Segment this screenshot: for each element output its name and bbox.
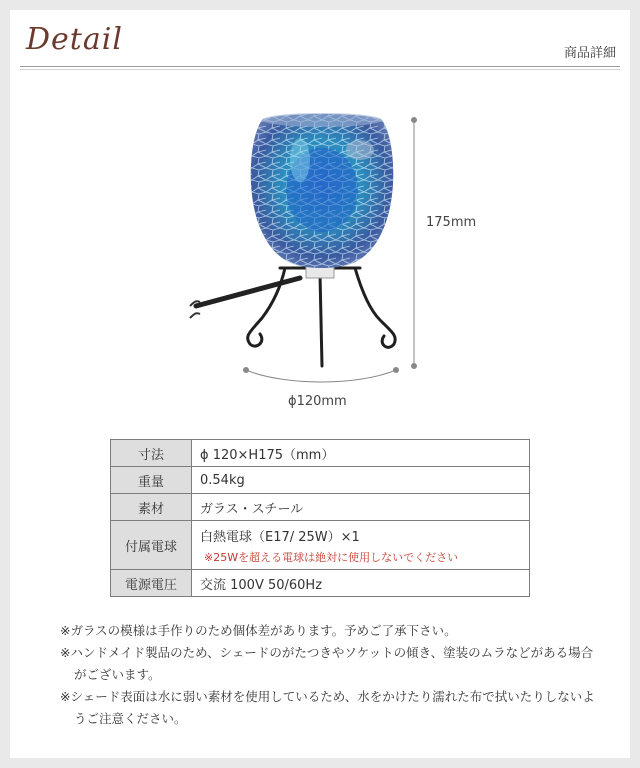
page-subtitle: 商品詳細	[563, 46, 616, 61]
spec-table	[110, 439, 530, 597]
spec-value-cell	[192, 521, 530, 570]
spec-value: ガラス・スチール	[192, 494, 530, 521]
spec-value: ϕ 120×H175（mm）	[192, 440, 530, 467]
spec-key: 電源電圧	[111, 570, 192, 597]
spec-key: 付属電球	[111, 521, 192, 570]
height-dimension	[412, 118, 417, 369]
power-cord	[190, 278, 300, 318]
table-row	[111, 570, 530, 597]
spec-key: 重量	[111, 467, 192, 494]
table-row	[111, 521, 530, 570]
spec-key: 寸法	[111, 440, 192, 467]
table-row	[111, 494, 530, 521]
page-title: Detail	[26, 22, 123, 57]
lamp-stand	[248, 268, 396, 366]
notes-section	[60, 620, 600, 730]
width-dimension	[244, 368, 399, 383]
note-item: ※ハンドメイド製品のため、シェードのがたつきやソケットの傾き、塗装のムラなどがある場合がございます。	[60, 645, 594, 682]
note-item: ※ガラスの模様は手作りのため個体差があります。予めご了承下さい。	[60, 623, 457, 638]
spec-value: 交流 100V 50/60Hz	[192, 570, 530, 597]
bulb-warning: ※25Wを超える電球は絶対に使用しないでください	[204, 550, 459, 564]
table-row	[111, 467, 530, 494]
width-dimension-label: ϕ120mm	[288, 394, 347, 409]
note-item: ※シェード表面は水に弱い素材を使用しているため、水をかけたり濡れた布で拭いたりしないようご注意ください。	[60, 689, 595, 726]
mosaic-shade	[240, 110, 410, 280]
table-row	[111, 440, 530, 467]
spec-value: 白熱電球（E17/ 25W）×1	[200, 529, 360, 545]
spec-value: 0.54kg	[192, 467, 530, 494]
height-dimension-label: 175mm	[426, 215, 477, 230]
spec-key: 素材	[111, 494, 192, 521]
